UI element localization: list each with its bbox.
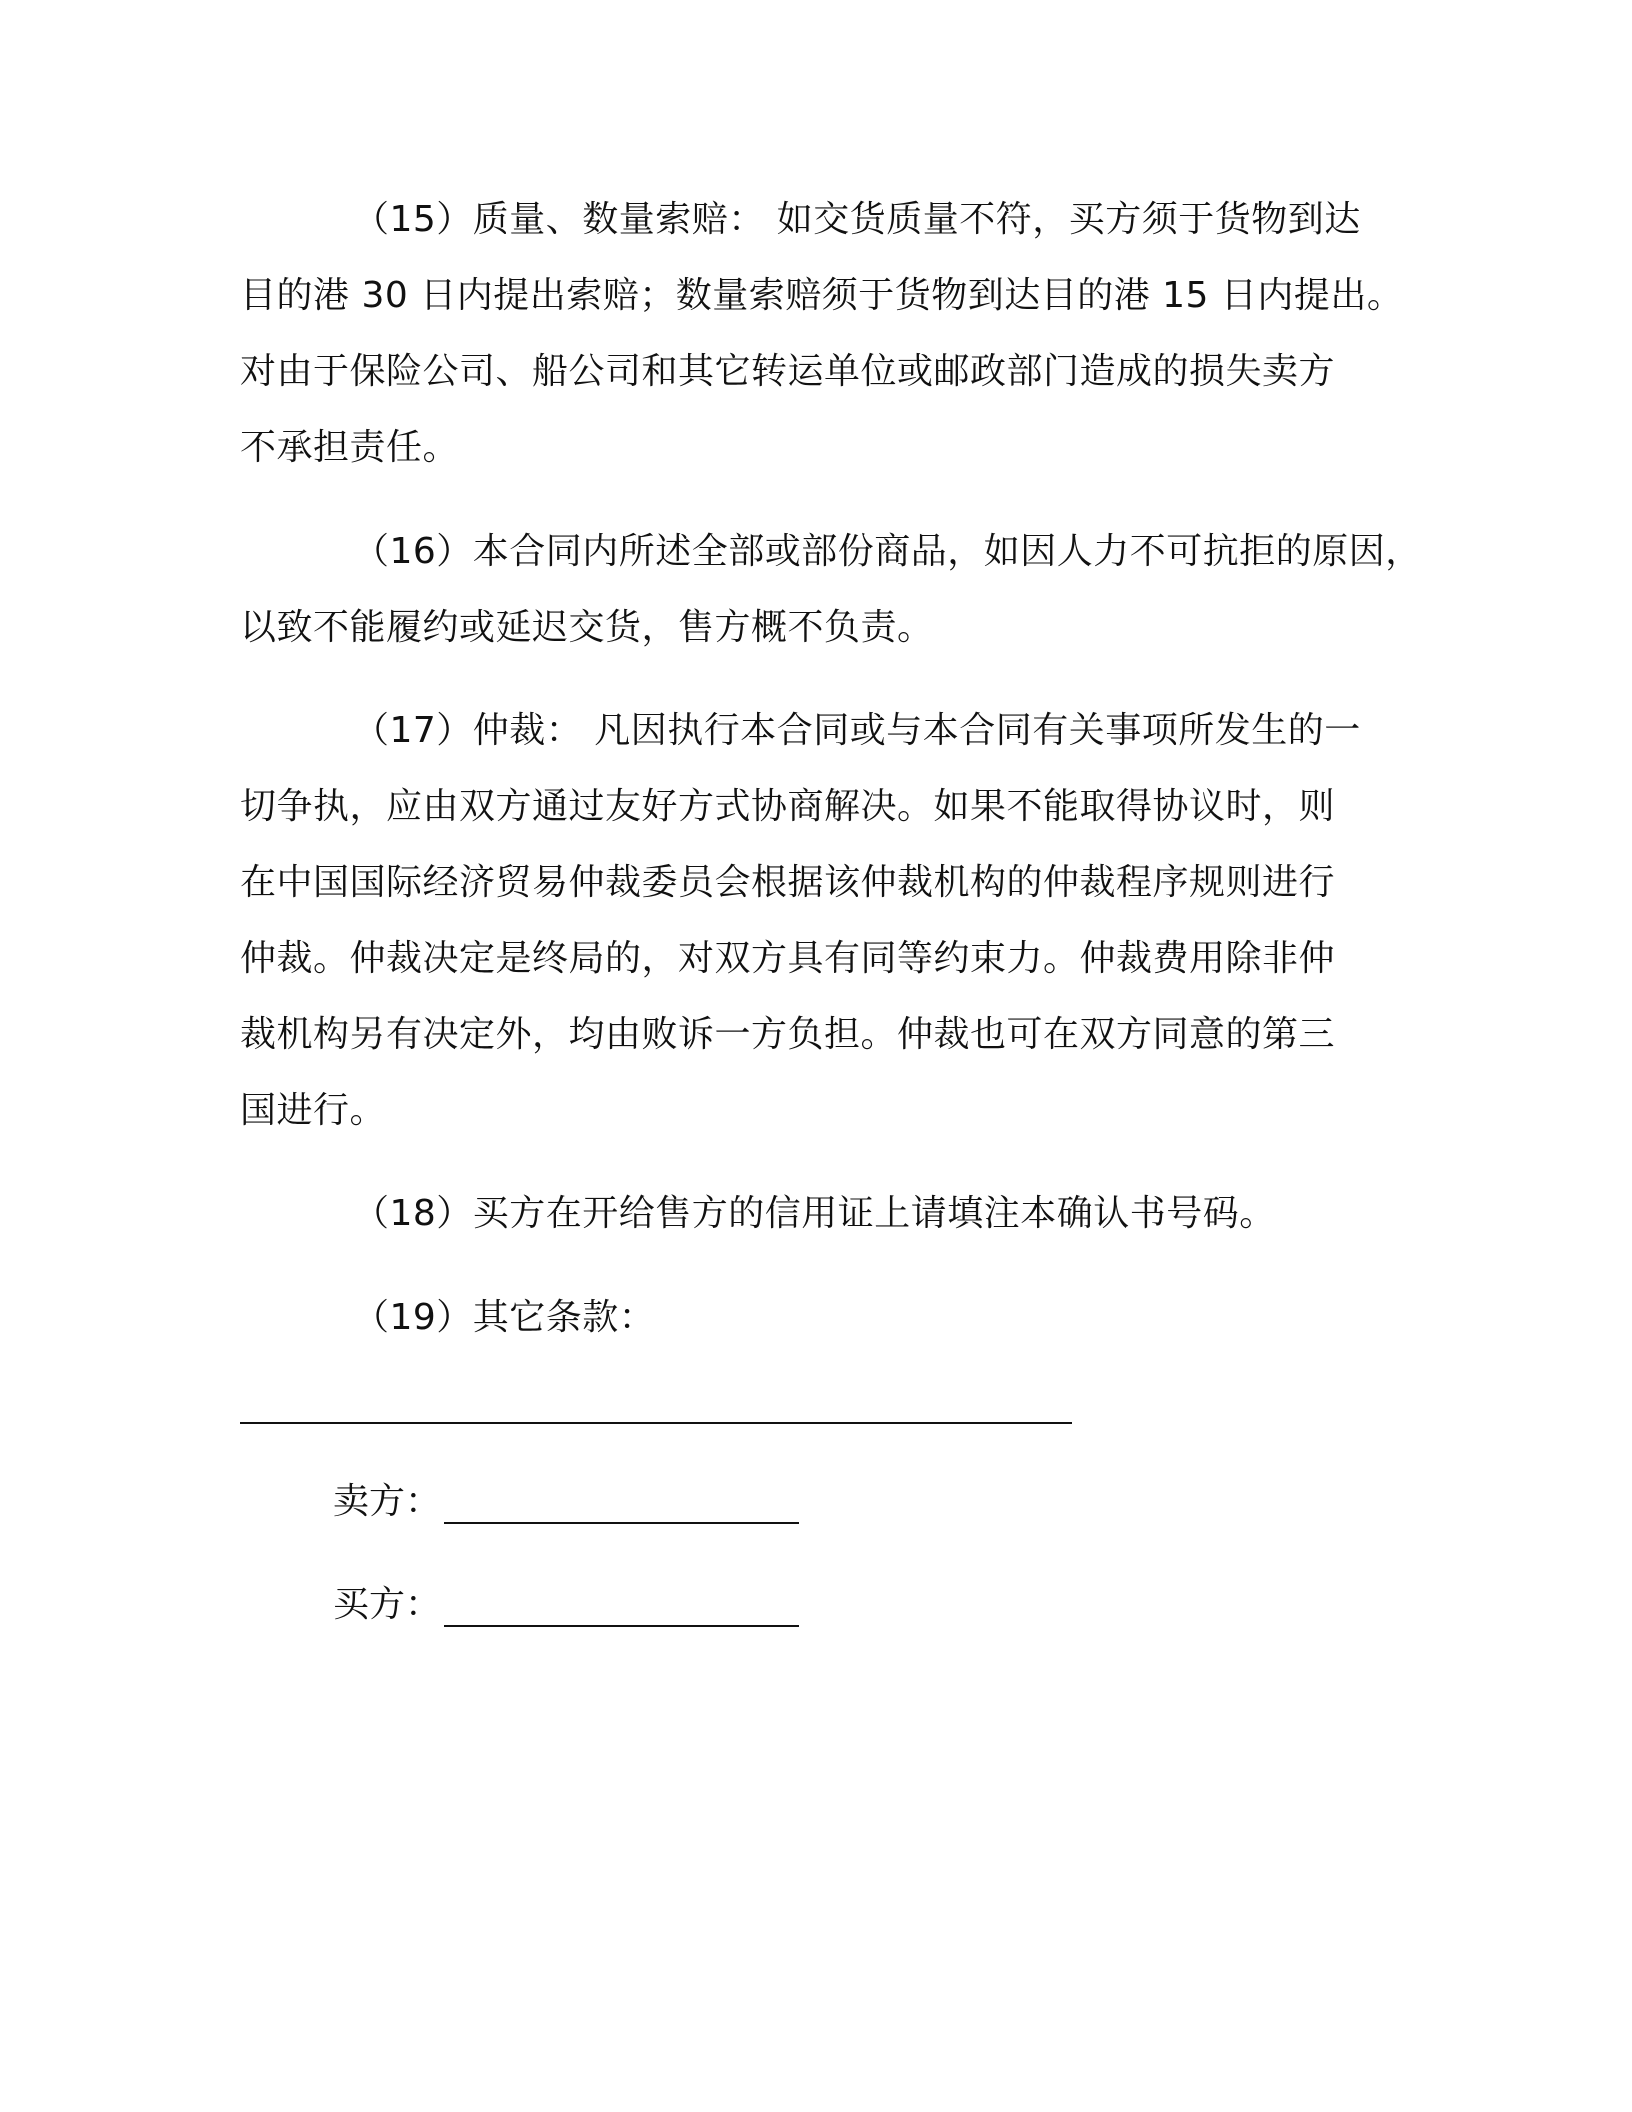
- clause-15-line-3: 对由于保险公司、船公司和其它转运单位或邮政部门造成的损失卖方: [240, 351, 1336, 392]
- buyer-signature-blank: [444, 1625, 799, 1627]
- seller-signature-blank: [444, 1522, 799, 1524]
- clause-17-line-4: 仲裁。仲裁决定是终局的，对双方具有同等约束力。仲裁费用除非仲: [240, 938, 1336, 979]
- clause-16-line-2: 以致不能履约或延迟交货，售方概不负责。: [240, 607, 934, 648]
- clause-19-line-1: （19）其它条款：: [353, 1297, 656, 1338]
- clause-17-line-2: 切争执，应由双方通过友好方式协商解决。如果不能取得协议时，则: [240, 786, 1336, 827]
- seller-label: 卖方：: [333, 1481, 442, 1522]
- clause-17-line-3: 在中国国际经济贸易仲裁委员会根据该仲裁机构的仲裁程序规则进行: [240, 862, 1336, 903]
- clause-15-line-4: 不承担责任。: [240, 427, 460, 468]
- other-terms-blank-line: [240, 1422, 1072, 1424]
- buyer-label: 买方：: [333, 1584, 442, 1625]
- clause-15-line-2: 目的港 30 日内提出索赔；数量索赔须于货物到达目的港 15 日内提出。: [240, 275, 1404, 316]
- clause-16-line-1: （16）本合同内所述全部或部份商品，如因人力不可抗拒的原因，: [353, 531, 1422, 572]
- clause-17-line-6: 国进行。: [240, 1090, 387, 1131]
- clause-15-line-1: （15）质量、数量索赔： 如交货质量不符，买方须于货物到达: [353, 199, 1361, 240]
- clause-18-line-1: （18）买方在开给售方的信用证上请填注本确认书号码。: [353, 1193, 1276, 1234]
- clause-17-line-5: 裁机构另有决定外，均由败诉一方负担。仲裁也可在双方同意的第三: [240, 1014, 1336, 1055]
- clause-17-line-1: （17）仲裁： 凡因执行本合同或与本合同有关事项所发生的一: [353, 710, 1361, 751]
